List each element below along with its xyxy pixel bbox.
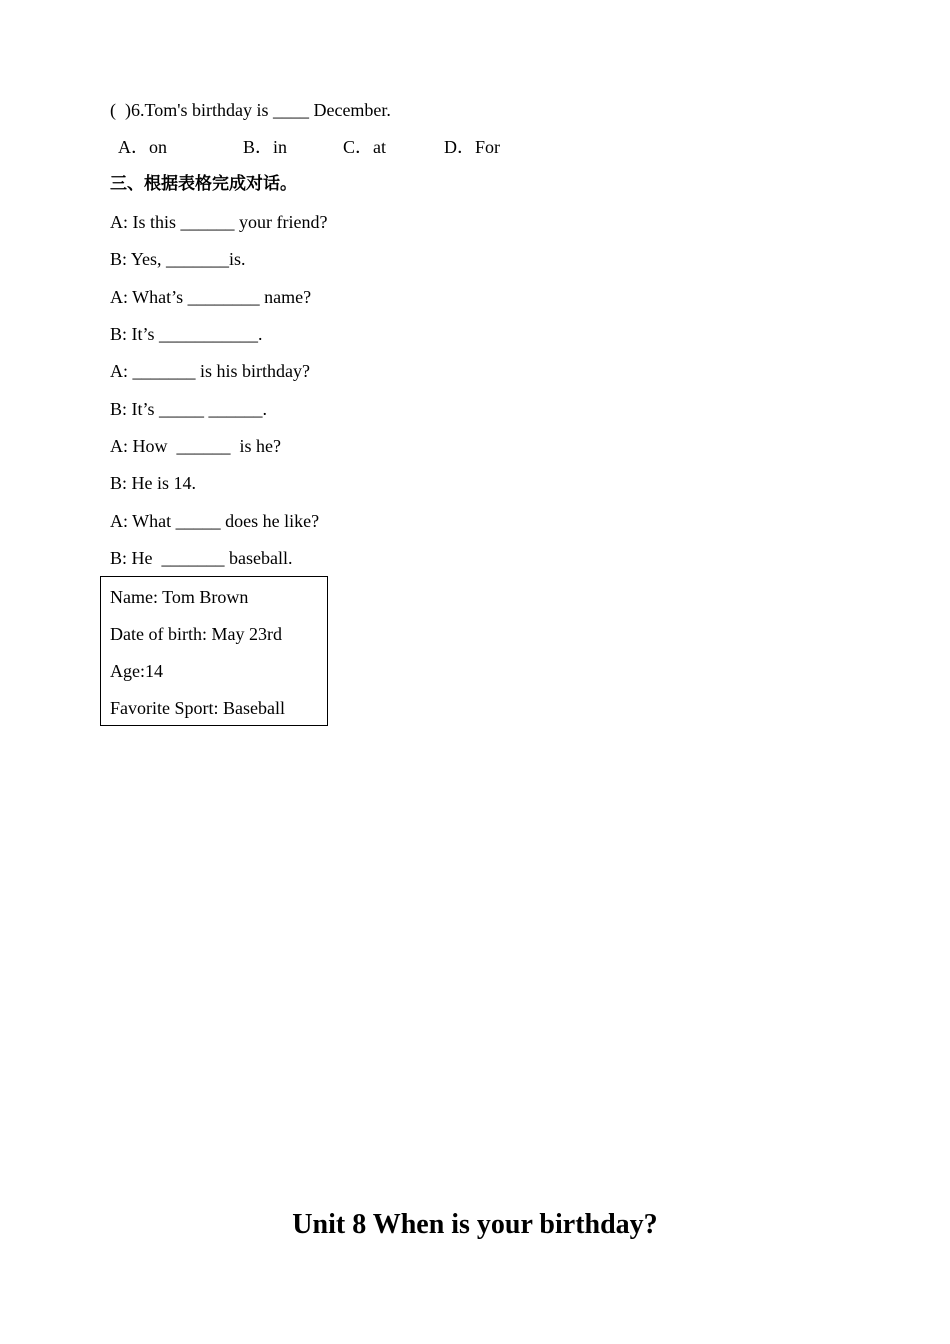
option-d: D．For xyxy=(444,137,501,157)
dialogue-line: B: It’s _____ ______. xyxy=(110,399,268,419)
question-6-stem: ( )6.Tom's birthday is ____ December. xyxy=(110,100,391,120)
section-3-heading: 三、根据表格完成对话。 xyxy=(110,174,297,194)
dialogue-line: A: How ______ is he? xyxy=(110,436,281,456)
dialogue-line: B: Yes, _______is. xyxy=(110,249,246,269)
info-date-of-birth: Date of birth: May 23rd xyxy=(110,624,282,644)
info-favorite-sport: Favorite Sport: Baseball xyxy=(110,698,285,718)
info-age: Age:14 xyxy=(110,661,163,681)
dialogue-line: A: What’s ________ name? xyxy=(110,287,312,307)
dialogue-line: B: He is 14. xyxy=(110,473,197,493)
dialogue-line: A: _______ is his birthday? xyxy=(110,361,310,381)
option-a: A．on xyxy=(118,137,167,157)
option-b: B．in xyxy=(243,137,288,157)
option-c: C．at xyxy=(343,137,387,157)
dialogue-line: B: He _______ baseball. xyxy=(110,548,293,568)
dialogue-line: A: What _____ does he like? xyxy=(110,511,320,531)
unit-title: Unit 8 When is your birthday? xyxy=(292,1209,658,1240)
info-name: Name: Tom Brown xyxy=(110,587,249,607)
dialogue-line: A: Is this ______ your friend? xyxy=(110,212,328,232)
dialogue-line: B: It’s ___________. xyxy=(110,324,263,344)
info-table xyxy=(100,576,328,726)
